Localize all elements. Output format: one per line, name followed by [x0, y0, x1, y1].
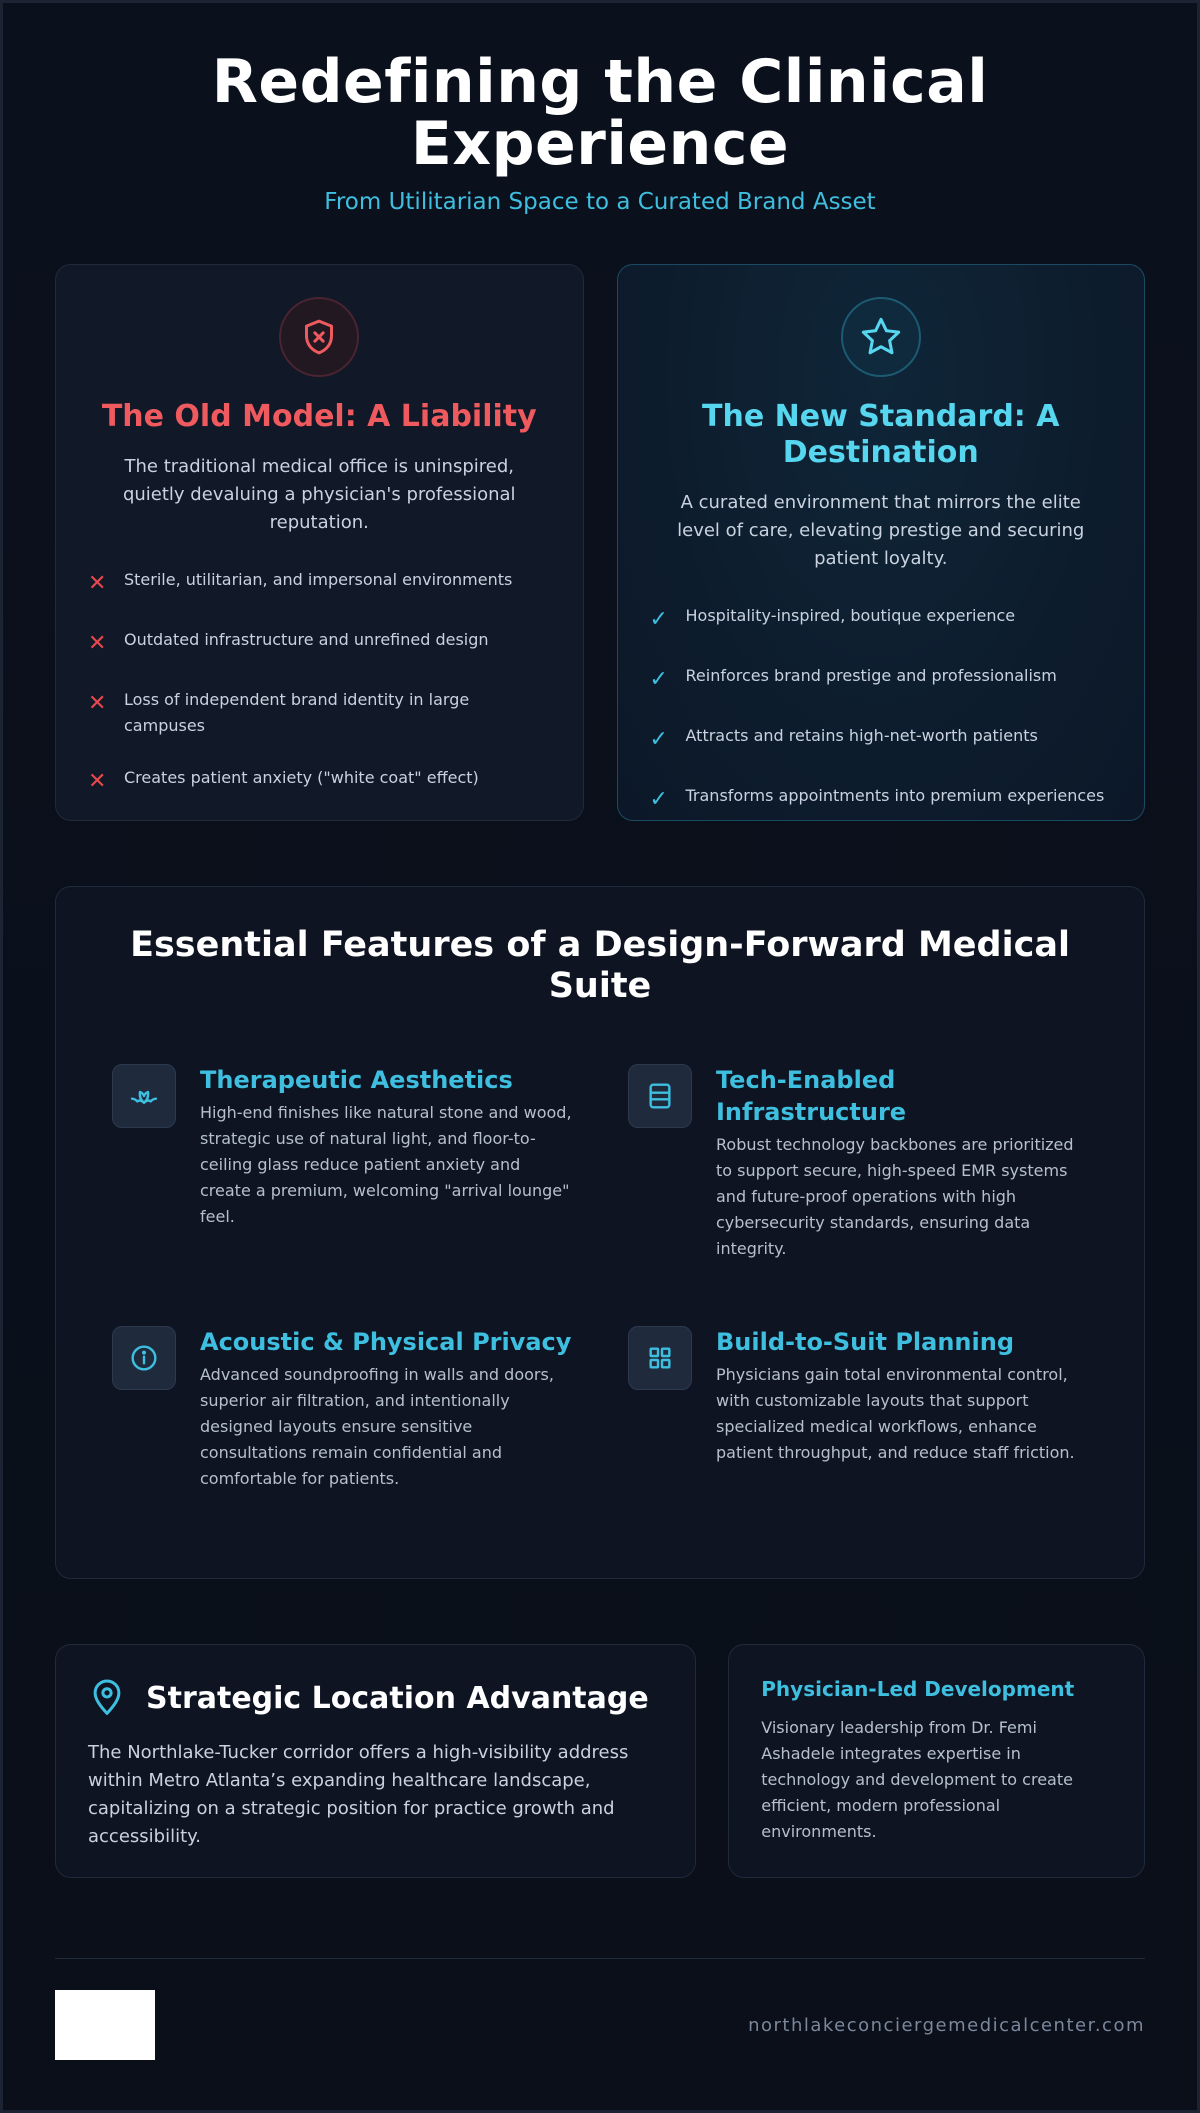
- footer-divider: [55, 1958, 1145, 1959]
- new-standard-description: A curated environment that mirrors the elite level of care, elevating prestige and securing patient loyalty.: [677, 492, 1085, 569]
- new-standard-card: [617, 264, 1146, 821]
- old-model-description: The traditional medical office is uninspired, quietly devaluing a physician's professional reputation.: [122, 456, 516, 533]
- feature-text: Robust technology backbones are prioritized to support secure, high-speed EMR systems and future-proof operations with high cybersecurity standards, ensuring data integrity.: [716, 1135, 1074, 1258]
- star-icon: [841, 297, 921, 377]
- list-item: ✕ Outdated infrastructure and unrefined design: [87, 627, 553, 661]
- list-item: ✓ Hospitality-inspired, boutique experience: [649, 603, 1115, 637]
- feature-text: High-end finishes like natural stone and wood, strategic use of natural light, and floor-to-ceiling glass reduce patient anxiety and create a premium, welcoming "arrival lounge" feel.: [200, 1103, 572, 1226]
- old-model-title: The Old Model: A Liability: [101, 399, 537, 434]
- location-card: [55, 1644, 696, 1878]
- features-title: Essential Features of a Design-Forward Medical Suite: [130, 925, 1070, 1006]
- website-url[interactable]: northlakeconciergemedicalcenter.com: [748, 2014, 1145, 2036]
- location-title: Strategic Location Advantage: [146, 1680, 649, 1716]
- info-icon: [112, 1326, 176, 1390]
- hero-section: [55, 3, 1145, 215]
- x-mark-icon: ✕: [88, 571, 107, 596]
- new-standard-title: The New Standard: A Destination: [702, 399, 1060, 470]
- server-icon: [628, 1064, 692, 1128]
- old-model-card: [55, 264, 584, 821]
- feature-text: Physicians gain total environmental control, with customizable layouts that support specialized medical workflows, enhance patient throughput, and reduce staff friction.: [716, 1365, 1075, 1462]
- grid-icon: [628, 1326, 692, 1390]
- page-title: Redefining the Clinical Experience: [211, 47, 989, 179]
- list-item: ✓ Transforms appointments into premium experiences: [649, 783, 1115, 817]
- feature-title: Tech-Enabled Infrastructure: [716, 1066, 907, 1126]
- spa-icon: [112, 1064, 176, 1128]
- map-pin-icon: [88, 1675, 126, 1721]
- feature-text: Advanced soundproofing in walls and doors, superior air filtration, and intentionally designed layouts ensure sensitive consultations remain confidential and comfortable for patients.: [200, 1365, 554, 1488]
- feature-title: Therapeutic Aesthetics: [200, 1066, 513, 1094]
- logo-placeholder: [55, 1990, 155, 2060]
- check-icon: ✓: [649, 787, 668, 812]
- feature-title: Build-to-Suit Planning: [716, 1328, 1014, 1356]
- comparison-section: [55, 264, 1145, 821]
- old-model-list: [86, 567, 553, 799]
- feature-acoustic-privacy: [112, 1326, 572, 1588]
- x-mark-icon: ✕: [88, 631, 107, 656]
- footer: [55, 1990, 1145, 2060]
- check-icon: ✓: [649, 667, 668, 692]
- feature-title: Acoustic & Physical Privacy: [200, 1328, 572, 1356]
- feature-tech-infrastructure: [628, 1064, 1088, 1326]
- feature-build-to-suit: [628, 1326, 1088, 1588]
- page-subtitle: From Utilitarian Space to a Curated Brand Asset: [324, 189, 876, 215]
- location-text: The Northlake-Tucker corridor offers a high-visibility address within Metro Atlanta’s expanding healthcare landscape, capitalizing on a strategic position for practice growth and accessibility.: [88, 1742, 629, 1847]
- development-title: Physician-Led Development: [761, 1677, 1075, 1701]
- check-icon: ✓: [649, 607, 668, 632]
- x-mark-icon: ✕: [88, 691, 107, 716]
- list-item: ✓ Reinforces brand prestige and professionalism: [649, 663, 1115, 697]
- feature-therapeutic-aesthetics: [112, 1064, 572, 1326]
- list-item: ✕ Creates patient anxiety ("white coat" effect): [87, 765, 553, 799]
- development-text: Visionary leadership from Dr. Femi Ashadele integrates expertise in technology and development to create efficient, modern professional environments.: [761, 1718, 1073, 1841]
- shield-x-icon: [279, 297, 359, 377]
- features-section: [55, 886, 1145, 1579]
- list-item: ✕ Sterile, utilitarian, and impersonal environments: [87, 567, 553, 601]
- new-standard-list: [648, 603, 1115, 817]
- development-card: [728, 1644, 1145, 1878]
- check-icon: ✓: [649, 727, 668, 752]
- features-grid: [112, 1064, 1088, 1588]
- list-item: ✕ Loss of independent brand identity in large campuses: [87, 687, 553, 739]
- x-mark-icon: ✕: [88, 769, 107, 794]
- bottom-section: [55, 1644, 1145, 1878]
- list-item: ✓ Attracts and retains high-net-worth patients: [649, 723, 1115, 757]
